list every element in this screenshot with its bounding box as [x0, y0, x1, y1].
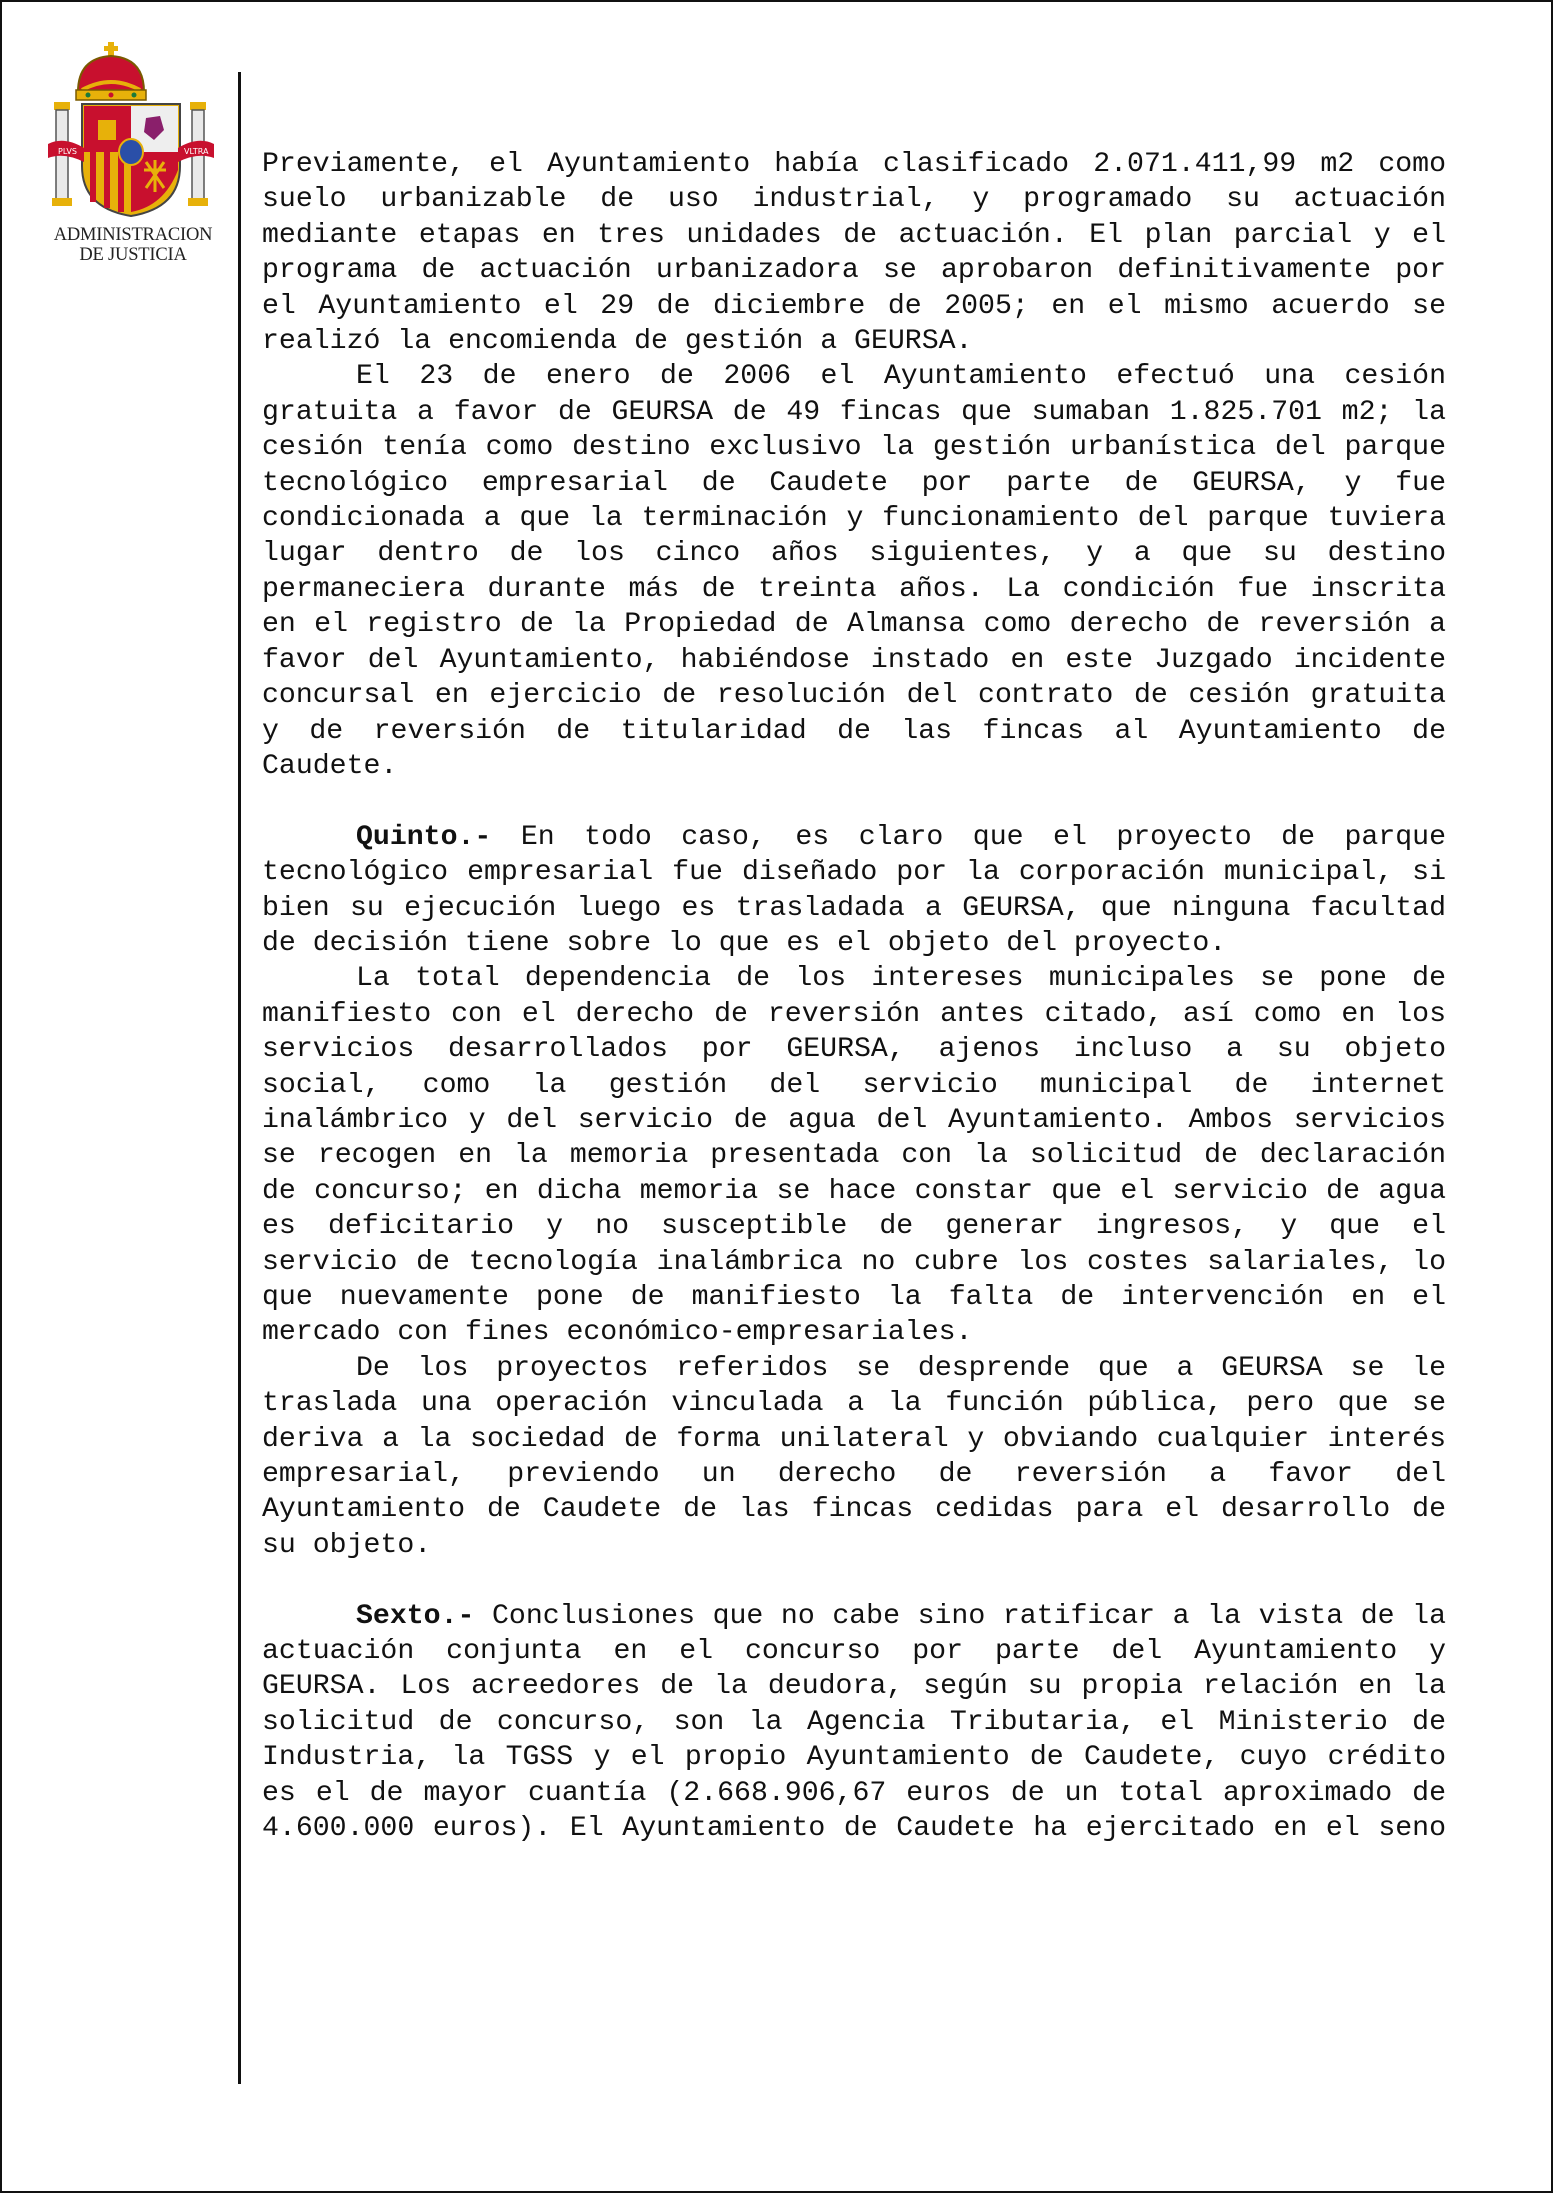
paragraph-sexto	[262, 1599, 1446, 1847]
section-heading-quinto: Quinto.-	[356, 821, 492, 853]
spanish-coat-of-arms-icon	[48, 40, 218, 225]
paragraph-text: En todo caso, es claro que el proyecto de parque tecnológico empresarial fue diseñado por la corporación municipal, si bien su ejecución luego es trasladada a GEURSA, que ninguna facultad de decisión tiene sobre lo que es el objeto del proyecto.	[262, 821, 1446, 959]
margin-rule	[238, 72, 241, 2084]
paragraph-text: Conclusiones que no cabe sino ratificar a la vista de la actuación conjunta en el concurso por parte del Ayuntamiento y GEURSA. Los acreedores de la deudora, según su propia relación en la solicitud de concurso, son la Agencia Tributaria, el Ministerio de Industria, la TGSS y el propio Ayuntamiento de Caudete, cuyo crédito es el de mayor cuantía (2.668.906,67 euros de un total aproximado de 4.600.000 euros). El Ayuntamiento de Caudete ha ejercitado en el seno	[262, 1600, 1446, 1845]
logo-caption	[40, 225, 226, 265]
paragraph: De los proyectos referidos se desprende que a GEURSA se le traslada una operación vinculada a la función pública, pero que se deriva a la sociedad de forma unilateral y obviando cualquier interés empresarial, previendo un derecho de reversión a favor del Ayuntamiento de Caudete de las fincas cedidas para el desarrollo de su objeto.	[262, 1352, 1446, 1561]
svg-text:VLTRA: VLTRA	[184, 147, 209, 156]
coat-of-arms-logo	[40, 40, 226, 270]
paragraph: Previamente, el Ayuntamiento había clasificado 2.071.411,99 m2 como suelo urbanizable de uso industrial, y programado su actuación mediante etapas en tres unidades de actuación. El plan parcial y el programa de actuación urbanizadora se aprobaron definitivamente por el Ayuntamiento el 29 de diciembre de 2005; en el mismo acuerdo se realizó la encomienda de gestión a GEURSA.	[262, 149, 1446, 358]
svg-text:PLVS: PLVS	[58, 147, 77, 156]
logo-caption-line2: DE JUSTICIA	[79, 245, 187, 265]
paragraph-quinto	[262, 820, 1446, 962]
paragraph: El 23 de enero de 2006 el Ayuntamiento efectuó una cesión gratuita a favor de GEURSA de 49 fincas que sumaban 1.825.701 m2; la cesión tenía como destino exclusivo la gestión urbanística del parque tecnológico empresarial de Caudete por parte de GEURSA, y fue condicionada a que la terminación y funcionamiento del parque tuviera lugar dentro de los cinco años siguientes, y a que su destino permaneciera durante más de treinta años. La condición fue inscrita en el registro de la Propiedad de Almansa como derecho de reversión a favor del Ayuntamiento, habiéndose instado en este Juzgado incidente concursal en ejercicio de resolución del contrato de cesión gratuita y de reversión de titularidad de las fincas al Ayuntamiento de Caudete.	[262, 361, 1446, 782]
logo-caption-line1: ADMINISTRACION	[53, 225, 213, 245]
document-body	[262, 147, 1446, 1846]
paragraph: La total dependencia de los intereses municipales se pone de manifiesto con el derecho de reversión antes citado, así como en los servicios desarrollados por GEURSA, ajenos incluso a su objeto social, como la gestión del servicio municipal de internet inalámbrico y del servicio de agua del Ayuntamiento. Ambos servicios se recogen en la memoria presentada con la solicitud de declaración de concurso; en dicha memoria se hace constar que el servicio de agua es deficitario y no susceptible de generar ingresos, y que el servicio de tecnología inalámbrica no cubre los costes salariales, lo que nuevamente pone de manifiesto la falta de intervención en el mercado con fines económico-empresariales.	[262, 963, 1446, 1349]
section-heading-sexto: Sexto.-	[356, 1600, 475, 1632]
